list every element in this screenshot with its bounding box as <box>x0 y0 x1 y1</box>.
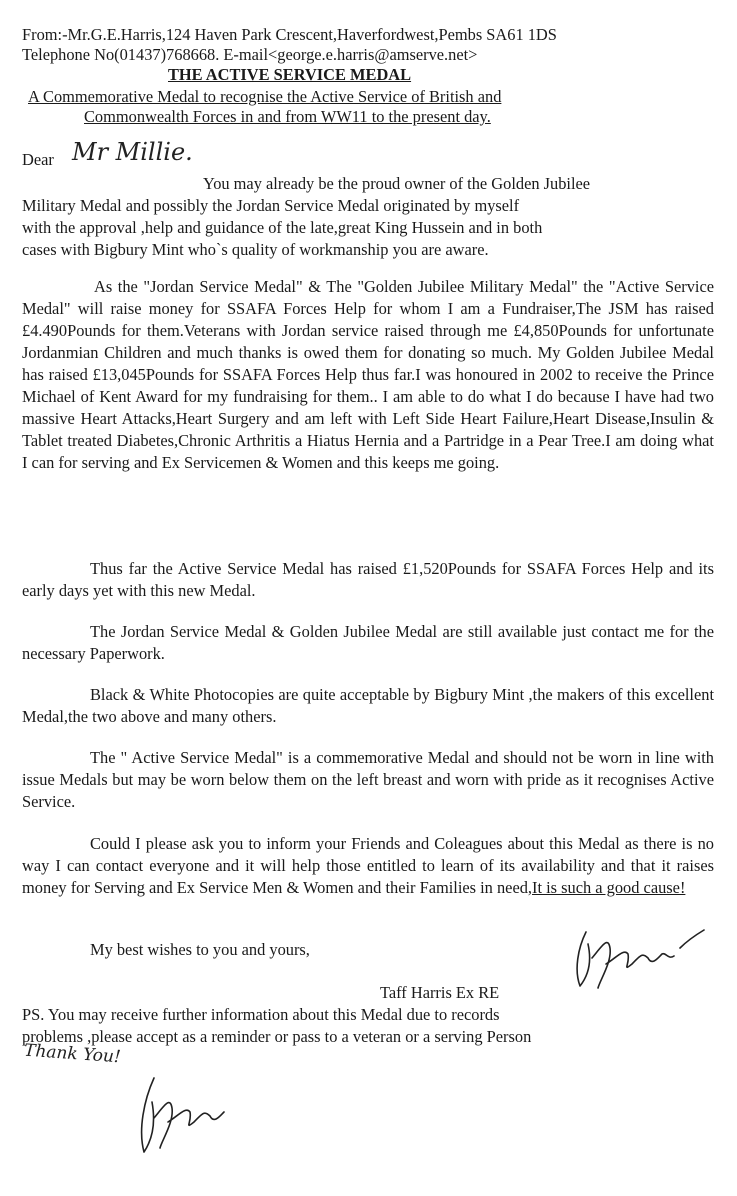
signature-bottom <box>126 1070 236 1160</box>
paragraph-7-emphasis: It is such a good cause! <box>532 878 686 897</box>
salutation: Dear <box>22 150 54 169</box>
paragraph-3: Thus far the Active Service Medal has raised £1,520Pounds for SSAFA Forces Help and its early days yet with this new Medal. <box>22 559 714 600</box>
salutation-name-handwritten: Mr Millie. <box>72 138 193 166</box>
postscript-line-1: PS. You may receive further information about this Medal due to records <box>22 1005 500 1024</box>
signature-top <box>568 918 708 998</box>
postscript-line-2: problems ,please accept as a reminder or pass to a veteran or a serving Person <box>22 1027 532 1046</box>
paragraph-4: The Jordan Service Medal & Golden Jubilee Medal are still available just contact me for the necessary Paperwork. <box>22 622 714 663</box>
letter-subtitle-line-2: Commonwealth Forces in and from WW11 to the present day. <box>84 107 491 126</box>
paragraph-7 <box>22 833 714 899</box>
paragraph-5: Black & White Photocopies are quite acceptable by Bigbury Mint ,the makers of this excellent Medal,the two above and many others. <box>22 685 714 726</box>
letter-page: From:-Mr.G.E.Harris,124 Haven Park Crescent,Haverfordwest,Pembs SA61 1DS Telephone No(01437)768668. E-mail<george.e.harris@amserve.net> THE ACTIVE SERVICE MEDAL A Commemorative Medal to recognise the Active Service of British and Commonwealth Forces in and from WW11 to the present day. Dear Mr Millie. You may already be the proud owner of the Golden Jubilee Military Medal and possibly the Jordan Service Medal originated by myself with the approval ,help and guidance of the late,great King Hussein and in both cases with Bigbury Mint who`s quality of workmanship you are aware. As the "Jordan Service Medal" & The "Golden Jubilee Military Medal" the "Active Service Medal" will raise money for SSAFA Forces Help for whom I am a Fundraiser,The JSM has raised £4.490Pounds for them.Veterans with Jordan service raised through me £4,850Pounds for unfortunate Jordanmian Children and much thanks is owed them for donating so much. My Golden Jubilee Medal has raised £13,045Pounds for SSAFA Forces Help thus far.I was honoured in 2002 to receive the Prince Michael of Kent Award for my fundraising for them.. I am able to do what I do because I have had two massive Heart Attacks,Heart Surgery and am left with Left Side Heart Failure,Heart Disease,Insulin & Tablet treated Diabetes,Chronic Arthritis a Hiatus Hernia and a Partridge in a Pear Tree.I am doing what I can for serving and Ex Servicemen & Women and this keeps me going. Thus far the Active Service Medal has raised £1,520Pounds for SSAFA Forces Help and its early days yet with this new Medal. The Jordan Service Medal & Golden Jubilee Medal are still available just contact me for the necessary Paperwork. Black & White Photocopies are quite acceptable by Bigbury Mint ,the makers of this excellent Medal,the two above and many others. The " Active Service Medal" is a commemorative Medal and should not be worn in line with issue Medals but may be worn below them on the left breast and worn with pride as it recognises Active Service. Could I please ask you to inform your Friends and Coleagues about this Medal as there is no way I can contact everyone and it will help those entitled to learn of its availability and that it raises money for Serving and Ex Service Men & Women and their Families in need,It is such a good cause! My best wishes to you and yours, Taff Harris Ex RE PS. You may receive further information about this Medal due to records problems ,please accept as a reminder or pass to a veteran or a serving Person Thank You! <box>0 0 737 1196</box>
closing-line: My best wishes to you and yours, <box>90 940 310 959</box>
sender-contact: Telephone No(01437)768668. E-mail<george.e.harris@amserve.net> <box>22 45 478 64</box>
paragraph-6: The " Active Service Medal" is a commemorative Medal and should not be worn in line with issue Medals but may be worn below them on the left breast and worn with pride as it recognises Active Service. <box>22 748 714 811</box>
sender-address: From:-Mr.G.E.Harris,124 Haven Park Crescent,Haverfordwest,Pembs SA61 1DS <box>22 25 557 44</box>
signer-name: Taff Harris Ex RE <box>380 983 500 1002</box>
letter-title: THE ACTIVE SERVICE MEDAL <box>168 65 412 84</box>
letter-subtitle-line-1: A Commemorative Medal to recognise the Active Service of British and <box>28 87 502 106</box>
paragraph-2: As the "Jordan Service Medal" & The "Golden Jubilee Military Medal" the "Active Service Medal" will raise money for SSAFA Forces Help for whom I am a Fundraiser,The JSM has raised £4.490Pounds for them.Veterans with Jordan service raised through me £4,850Pounds for unfortunate Jordanmian Children and much thanks is owed them for donating so much. My Golden Jubilee Medal has raised £13,045Pounds for SSAFA Forces Help thus far.I was honoured in 2002 to receive the Prince Michael of Kent Award for my fundraising for them.. I am able to do what I do because I have had two massive Heart Attacks,Heart Surgery and am left with Left Side Heart Failure,Heart Disease,Insulin & Tablet treated Diabetes,Chronic Arthritis a Hiatus Hernia and a Partridge in a Pear Tree.I am doing what I can for serving and Ex Servicemen & Women and this keeps me going. <box>22 277 714 472</box>
handwritten-thanks: Thank You! <box>23 1040 122 1068</box>
paragraph-7-text: Could I please ask you to inform your Friends and Coleagues about this Medal as there is no way I can contact everyone and it will help those entitled to learn of its availability and that it raises money for Serving and Ex Service Men & Women and their Families in need, <box>22 834 714 897</box>
